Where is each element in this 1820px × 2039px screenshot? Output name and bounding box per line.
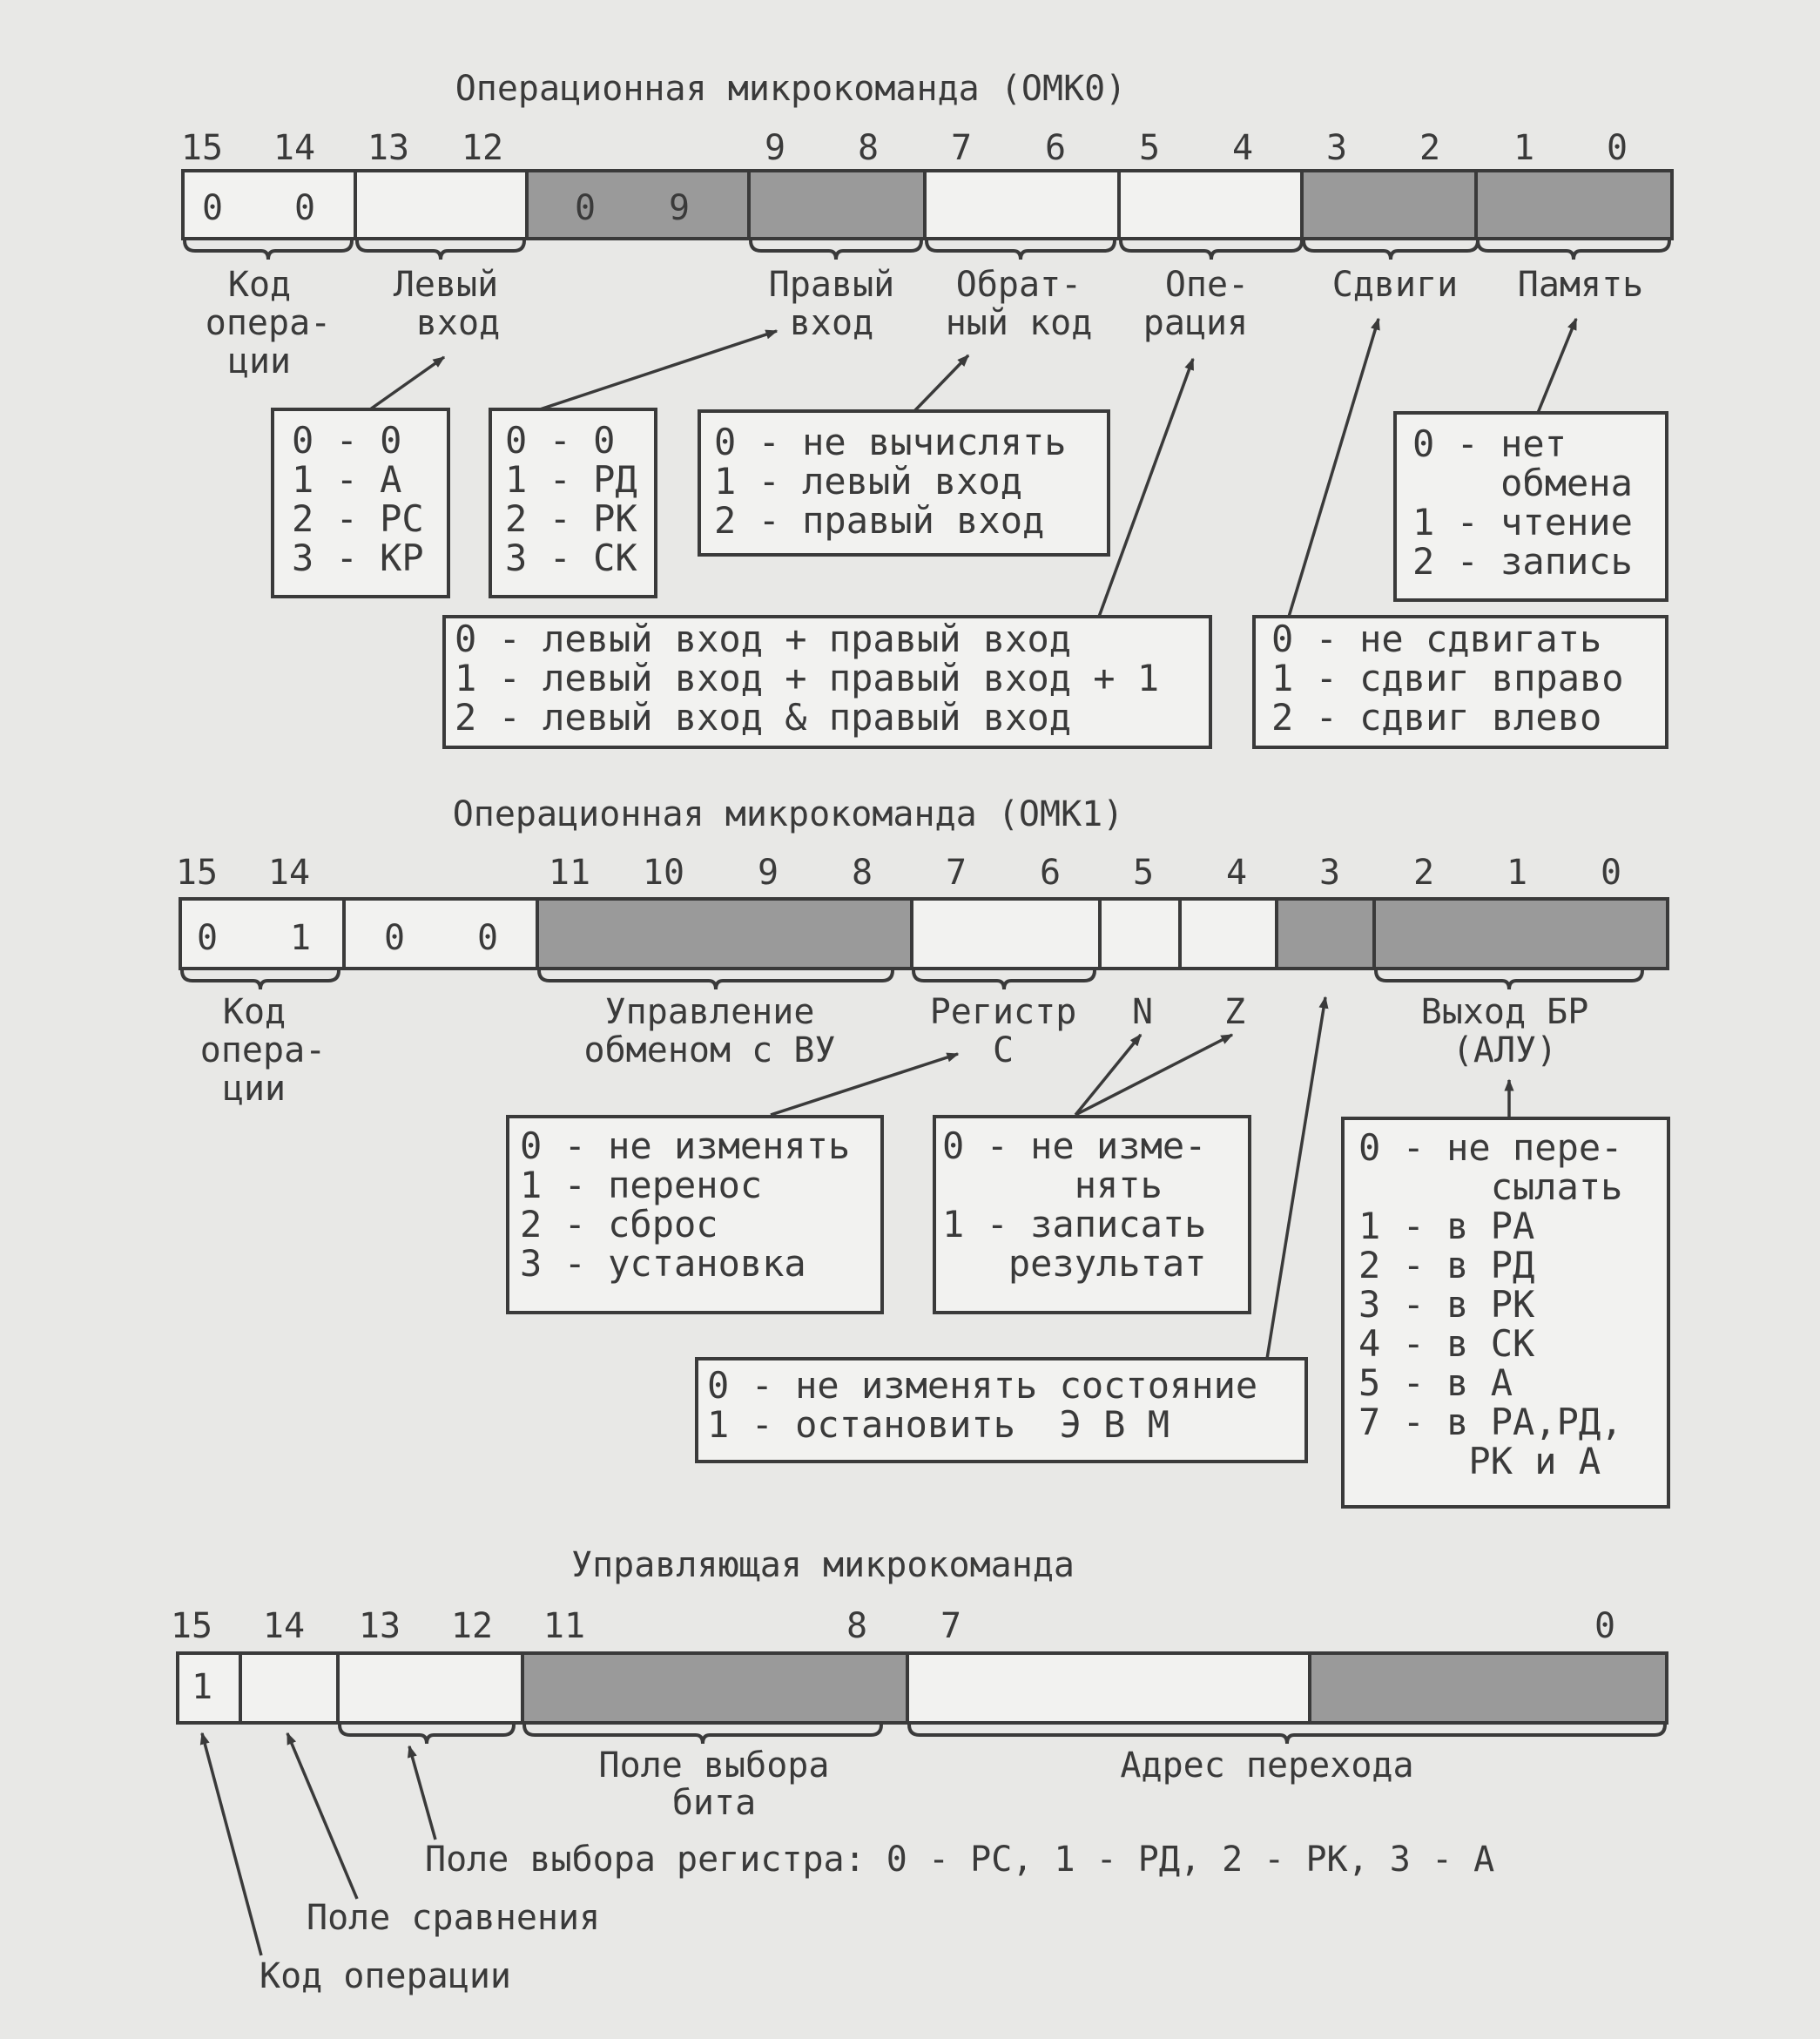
omk1-bit-5: 5 <box>1132 853 1155 893</box>
omk0-legend-left-input-line-0: 0 - 0 <box>292 419 402 462</box>
omk0-cell-15: 0 <box>201 188 224 228</box>
omk0-field-memory <box>1476 171 1672 239</box>
omk1-legend-nz-line-2: 1 - записать <box>942 1203 1207 1246</box>
omk0-label-right-input-1: Правый <box>768 265 895 305</box>
omk1-field-reserved <box>344 899 537 969</box>
umk-title: Управляющая микрокоманда <box>571 1545 1075 1585</box>
omk1-legend-alu-out-line-4: 3 - в РК <box>1358 1283 1535 1326</box>
omk0-legend-inverse-code-line-0: 0 - не вычислять <box>714 421 1067 463</box>
omk1-legend-reg-c-line-0: 0 - не изменять <box>520 1124 851 1167</box>
umk-label-opcode: Код операции <box>260 1956 511 1996</box>
umk-field-address-high <box>1310 1653 1667 1723</box>
omk0-cell-14: 0 <box>293 188 316 228</box>
omk0-cell-10: 9 <box>668 188 691 228</box>
omk1-cell-13: 0 <box>383 918 406 958</box>
omk1-bit-15: 15 <box>175 853 219 893</box>
umk-field-compare <box>240 1653 338 1723</box>
omk0-field-braces <box>185 240 1669 260</box>
omk0-legend-right-input-line-3: 3 - СК <box>505 537 637 579</box>
omk1-label-z: Z <box>1223 992 1246 1032</box>
omk1-legend-alu-out-line-0: 0 - не пере- <box>1358 1126 1623 1169</box>
umk-bit-7: 7 <box>940 1606 962 1646</box>
omk0-bit-12: 12 <box>461 128 504 168</box>
omk1-register <box>180 899 1668 969</box>
omk1-bit-8: 8 <box>851 853 873 893</box>
umk-bit-8: 8 <box>846 1606 868 1646</box>
omk1-legend-alu-out <box>1343 1118 1668 1507</box>
omk0-legend-right-input-line-0: 0 - 0 <box>505 419 616 462</box>
omk1-bit-2: 2 <box>1412 853 1435 893</box>
umk-bit-12: 12 <box>450 1606 494 1646</box>
omk1-label-n: N <box>1131 992 1154 1032</box>
omk1-field-n <box>1100 899 1180 969</box>
omk1-title: Операционная микрокоманда (ОМК1) <box>452 794 1124 834</box>
omk0-field-left-input <box>355 171 527 239</box>
omk0-bit-14: 14 <box>273 128 316 168</box>
omk0-bit-5: 5 <box>1138 128 1161 168</box>
omk0-legend-shifts-line-2: 2 - сдвиг влево <box>1271 696 1602 739</box>
umk-bit-13: 13 <box>358 1606 401 1646</box>
omk1-legend-alu-out-line-7: 7 - в РА,РД, <box>1358 1401 1623 1443</box>
omk0-legend-memory <box>1395 413 1667 600</box>
omk0-bit-6: 6 <box>1044 128 1067 168</box>
omk1-label-io-2: обменом с ВУ <box>583 1030 836 1070</box>
omk0-legend-memory-line-1: обмена <box>1412 462 1633 504</box>
omk1-bit-numbers <box>176 853 1621 893</box>
omk0-legend-left-input-line-3: 3 - КР <box>292 537 424 579</box>
omk0-legend-memory-line-2: 1 - чтение <box>1412 501 1633 544</box>
omk1-label-opcode-1: Код <box>222 992 286 1032</box>
omk1-label-alu-out-2: (АЛУ) <box>1452 1030 1558 1070</box>
omk1-legend-nz-line-3: результат <box>942 1242 1207 1285</box>
omk0-cell-11: 0 <box>574 188 597 228</box>
omk0-legend-left-input <box>273 409 448 597</box>
omk0-bit-15: 15 <box>180 128 224 168</box>
omk0-legend-left-input-line-2: 2 - РС <box>292 497 424 540</box>
omk1-bit-9: 9 <box>757 853 779 893</box>
umk-label-reg-select: Поле выбора регистра: 0 - РС, 1 - РД, 2 - РК, 3 - А <box>425 1840 1495 1880</box>
omk1-legend-nz-line-0: 0 - не изме- <box>942 1124 1207 1167</box>
omk0-label-operation-2: рация <box>1143 303 1249 343</box>
omk1-field-halt <box>1277 899 1374 969</box>
omk1-legend-halt-line-1: 1 - остановить Э В М <box>707 1403 1170 1446</box>
omk0-label-right-input-2: вход <box>789 303 874 343</box>
omk1-cell-14: 1 <box>289 918 312 958</box>
omk1-cell-12: 0 <box>476 918 499 958</box>
omk1-legend-reg-c-line-2: 2 - сброс <box>520 1203 718 1246</box>
omk1-field-z <box>1180 899 1277 969</box>
umk-bit-0: 0 <box>1594 1606 1616 1646</box>
omk0-field-right-input <box>749 171 925 239</box>
omk1-label-io-1: Управление <box>604 992 815 1032</box>
omk1-field-alu-out <box>1374 899 1668 969</box>
omk0-legend-inverse-code-line-1: 1 - левый вход <box>714 460 1023 503</box>
omk1-field-reg-c <box>912 899 1100 969</box>
omk0-bit-0: 0 <box>1606 128 1628 168</box>
omk1-legend-nz-line-1: нять <box>942 1164 1163 1206</box>
omk0-bit-1: 1 <box>1513 128 1535 168</box>
omk1-legend-alu-out-line-5: 4 - в СК <box>1358 1322 1535 1365</box>
omk0-legend-operation-line-0: 0 - левый вход + правый вход <box>455 618 1072 660</box>
omk1-legend-alu-out-line-6: 5 - в А <box>1358 1361 1513 1404</box>
omk0-legend-right-input-line-2: 2 - РК <box>505 497 637 540</box>
umk-register <box>178 1653 1667 1723</box>
umk-bit-15: 15 <box>170 1606 213 1646</box>
omk0-bit-7: 7 <box>950 128 973 168</box>
omk1-legend-reg-c-line-1: 1 - перенос <box>520 1164 763 1206</box>
omk0-bit-2: 2 <box>1419 128 1441 168</box>
omk1-bit-1: 1 <box>1506 853 1528 893</box>
umk-field-address-low <box>907 1653 1310 1723</box>
omk1-legend-reg-c <box>508 1117 882 1313</box>
omk1-label-reg-c-2: С <box>992 1030 1014 1070</box>
omk0-legend-operation-line-2: 2 - левый вход & правый вход <box>455 696 1072 739</box>
omk1-legend-alu-out-line-3: 2 - в РД <box>1358 1244 1535 1286</box>
omk1-legend-halt <box>697 1359 1306 1462</box>
omk0-legend-operation <box>444 617 1210 747</box>
umk-label-bit-select-1: Поле выбора <box>598 1745 830 1786</box>
omk0-bit-8: 8 <box>857 128 880 168</box>
omk0-legend-operation-line-1: 1 - левый вход + правый вход + 1 <box>455 657 1160 699</box>
omk0-bit-4: 4 <box>1231 128 1254 168</box>
umk-section <box>171 1545 1667 1996</box>
omk0-field-shifts <box>1302 171 1476 239</box>
omk1-bit-6: 6 <box>1039 853 1062 893</box>
omk0-legend-right-input <box>490 409 656 597</box>
omk0-field-inverse-code <box>925 171 1119 239</box>
omk0-legend-left-input-line-1: 1 - А <box>292 458 402 501</box>
omk1-bit-11: 11 <box>548 853 591 893</box>
omk0-field-labels <box>206 265 1644 381</box>
omk1-field-io-control <box>537 899 912 969</box>
omk0-label-operation-1: Опе- <box>1164 265 1250 305</box>
omk1-legend-alu-out-line-8: РК и А <box>1358 1440 1601 1482</box>
omk0-bit-numbers <box>181 128 1628 168</box>
omk0-title: Операционная микрокоманда (ОМК0) <box>455 69 1127 109</box>
omk1-legend-nz <box>934 1117 1250 1313</box>
omk1-bit-14: 14 <box>267 853 311 893</box>
omk0-field-reserved <box>527 171 749 239</box>
umk-label-bit-select-2: бита <box>671 1783 757 1823</box>
omk0-field-operation <box>1119 171 1302 239</box>
omk0-label-memory: Память <box>1517 265 1644 305</box>
omk1-legend-halt-line-0: 0 - не изменять состояние <box>707 1364 1258 1407</box>
omk0-legend-inverse-code <box>699 411 1109 555</box>
omk0-label-opcode-2: опера- <box>205 303 332 343</box>
omk0-label-left-input-2: вход <box>415 303 501 343</box>
omk0-legend-shifts <box>1254 617 1667 747</box>
omk0-legend-memory-line-0: 0 - нет <box>1412 422 1567 465</box>
umk-bit-11: 11 <box>543 1606 586 1646</box>
omk1-label-opcode-2: опера- <box>199 1030 327 1070</box>
omk1-label-reg-c-1: Регистр <box>929 992 1077 1032</box>
omk1-label-alu-out-1: Выход БР <box>1420 992 1589 1032</box>
umk-label-jump-address: Адрес перехода <box>1120 1745 1414 1786</box>
omk1-legend-alu-out-line-2: 1 - в РА <box>1358 1205 1535 1247</box>
omk1-legend-reg-c-line-3: 3 - установка <box>520 1242 806 1285</box>
omk0-register <box>183 171 1672 239</box>
omk0-label-inverse-code-1: Обрат- <box>955 265 1082 305</box>
umk-field-reg-select <box>338 1653 522 1723</box>
omk0-section <box>181 69 1672 747</box>
umk-field-labels <box>260 1745 1494 1996</box>
omk0-legend-shifts-line-1: 1 - сдвиг вправо <box>1271 657 1624 699</box>
umk-bit-14: 14 <box>262 1606 306 1646</box>
omk0-legend-inverse-code-line-2: 2 - правый вход <box>714 499 1045 542</box>
omk0-bit-13: 13 <box>367 128 410 168</box>
omk1-bit-10: 10 <box>642 853 685 893</box>
omk0-label-opcode-1: Код <box>227 265 292 305</box>
umk-bit-numbers <box>171 1606 1615 1646</box>
omk0-label-inverse-code-2: ный код <box>945 303 1093 343</box>
omk0-bit-3: 3 <box>1325 128 1348 168</box>
omk1-cell-15: 0 <box>196 918 219 958</box>
omk0-label-left-input-1: Левый <box>393 265 499 305</box>
omk1-section <box>176 794 1668 1507</box>
omk1-bit-4: 4 <box>1225 853 1248 893</box>
umk-field-bit-select <box>522 1653 907 1723</box>
omk1-bit-7: 7 <box>945 853 967 893</box>
omk1-label-opcode-3: ции <box>222 1069 286 1109</box>
omk0-label-shifts: Сдвиги <box>1331 265 1459 305</box>
omk0-label-opcode-3: ции <box>227 341 292 381</box>
omk1-field-labels <box>200 992 1589 1109</box>
omk0-legend-right-input-line-1: 1 - РД <box>505 458 637 501</box>
omk1-bit-3: 3 <box>1318 853 1341 893</box>
umk-label-compare: Поле сравнения <box>307 1898 601 1938</box>
omk1-bit-0: 0 <box>1600 853 1622 893</box>
omk0-bit-9: 9 <box>764 128 786 168</box>
omk0-legend-memory-line-3: 2 - запись <box>1412 540 1633 583</box>
umk-field-braces <box>340 1725 1665 1744</box>
omk1-field-braces <box>182 970 1642 989</box>
omk0-legend-shifts-line-0: 0 - не сдвигать <box>1271 618 1602 660</box>
umk-cell-15: 1 <box>191 1667 213 1707</box>
omk1-legend-alu-out-line-1: сылать <box>1358 1165 1623 1208</box>
